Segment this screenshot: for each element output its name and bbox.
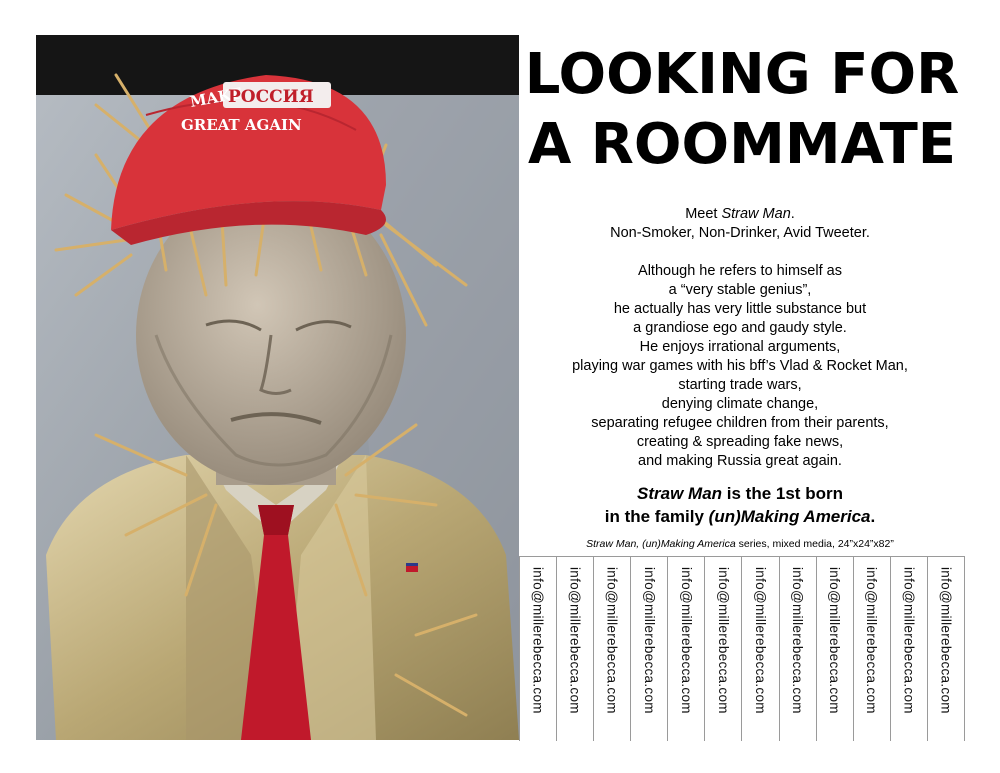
tab-email: info@millerebecca.com (678, 567, 694, 714)
caption-details: series, mixed media, 24”x24”x82” (735, 538, 894, 550)
tear-off-tab[interactable] (704, 557, 741, 741)
highlight-statement (540, 482, 940, 528)
description-line: starting trade wars, (678, 377, 802, 393)
highlight-family: (un)Making America (708, 507, 871, 526)
tear-off-tab[interactable] (556, 557, 593, 741)
tab-email: info@millerebecca.com (827, 567, 843, 714)
tear-off-tab[interactable] (890, 557, 927, 741)
tear-off-tabs (519, 556, 965, 741)
tab-email: info@millerebecca.com (567, 567, 583, 714)
description-line: He enjoys irrational arguments, (639, 339, 841, 355)
description-line: he actually has very little substance but (613, 301, 867, 317)
tab-email: info@millerebecca.com (641, 567, 657, 714)
description-line: denying climate change, (661, 396, 819, 412)
paragraph-gap (540, 243, 940, 262)
tab-email: info@millerebecca.com (530, 567, 546, 714)
straw-man-illustration (36, 35, 519, 740)
cap-text-great-again: GREAT AGAIN (181, 116, 302, 134)
tab-email: info@millerebecca.com (790, 567, 806, 714)
tab-email: info@millerebecca.com (938, 567, 954, 714)
tear-off-tab[interactable] (630, 557, 667, 741)
cap-text-russia: РОССИЯ (228, 87, 314, 107)
highlight-line-2-prefix: in the family (604, 507, 709, 526)
highlight-line-2 (540, 505, 940, 528)
intro-name: Straw Man (721, 206, 791, 222)
description-line: and making Russia great again. (638, 453, 842, 469)
intro-traits: Non-Smoker, Non-Drinker, Avid Tweeter. (610, 225, 870, 241)
headline-line-2: A ROOMMATE (527, 112, 957, 177)
tab-email: info@millerebecca.com (864, 567, 880, 714)
highlight-name: Straw Man (637, 484, 723, 503)
tear-off-tab[interactable] (853, 557, 890, 741)
description-line: a grandiose ego and gaudy style. (633, 320, 847, 336)
tear-off-tab[interactable] (816, 557, 853, 741)
artwork-caption (540, 537, 940, 551)
description-line: playing war games with his bff’s Vlad & Rocket Man, (572, 358, 908, 374)
highlight-line-2-suffix: . (870, 507, 876, 526)
tear-off-tab[interactable] (741, 557, 778, 741)
highlight-line-1 (540, 482, 940, 505)
description (540, 205, 940, 471)
description-line: separating refugee children from their parents, (591, 415, 889, 431)
intro-meet-suffix: . (790, 206, 795, 222)
headline (522, 40, 962, 180)
caption-title: Straw Man, (un)Making America (586, 538, 736, 550)
description-line: Although he refers to himself as (638, 263, 842, 279)
tear-off-tab[interactable] (593, 557, 630, 741)
intro-line (540, 205, 940, 224)
straw-man-photo (36, 35, 519, 740)
headline-line-1: LOOKING FOR (524, 42, 960, 107)
highlight-line-1-rest: is the 1st born (722, 484, 843, 503)
description-line: a “very stable genius”, (668, 282, 812, 298)
intro-meet-prefix: Meet (685, 206, 722, 222)
description-line: creating & spreading fake news, (636, 434, 844, 450)
cap-text-make: MAKE (188, 84, 244, 111)
tab-email: info@millerebecca.com (901, 567, 917, 714)
tab-email: info@millerebecca.com (604, 567, 620, 714)
tear-off-tab[interactable] (779, 557, 816, 741)
tab-email: info@millerebecca.com (753, 567, 768, 714)
tear-off-tab[interactable] (927, 557, 965, 741)
tear-off-tab[interactable] (519, 557, 556, 741)
tear-off-tab[interactable] (667, 557, 704, 741)
tab-email: info@millerebecca.com (715, 567, 731, 714)
